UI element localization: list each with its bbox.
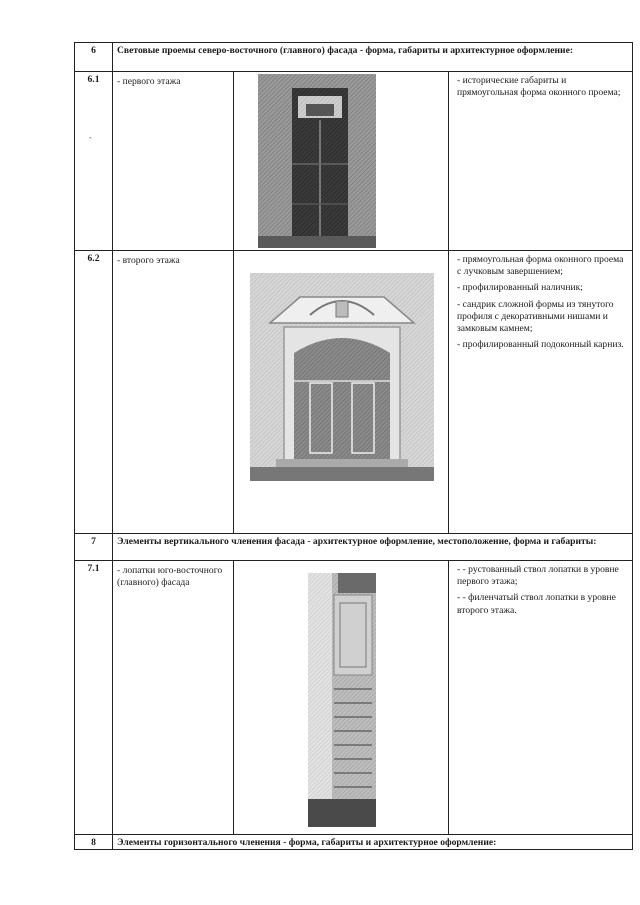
section-number: 8 xyxy=(75,835,113,850)
description-line: - - рустованный ствол лопатки в уровне первого этажа; xyxy=(457,564,619,588)
stray-mark: - xyxy=(89,133,92,142)
section-row-7 xyxy=(75,534,633,561)
element-description xyxy=(449,251,633,534)
section-row-6 xyxy=(75,43,633,72)
section-row-8 xyxy=(75,835,633,850)
section-number: 6 xyxy=(75,43,113,72)
section-title: Световые проемы северо-восточного (главного) фасада - форма, габариты и архитектурное оформление: xyxy=(113,43,633,72)
table-row-6-2 xyxy=(75,251,633,534)
second-floor-window-photo xyxy=(250,273,434,481)
description-line: - профилированный наличник; xyxy=(457,282,583,294)
row-number xyxy=(75,72,113,251)
section-title: Элементы горизонтального членения - форма, габариты и архитектурное оформление: xyxy=(113,835,633,850)
element-description xyxy=(449,72,633,251)
heritage-elements-table xyxy=(74,42,633,850)
element-name: - второго этажа xyxy=(113,251,234,534)
element-name: - лопатки юго-восточного (главного) фасада xyxy=(113,561,234,835)
section-title: Элементы вертикального членения фасада - архитектурное оформление, местоположение, форма и габариты: xyxy=(113,534,633,561)
table-row-7-1 xyxy=(75,561,633,835)
pilaster-photo xyxy=(308,573,376,827)
row-number-text: 6.1 xyxy=(87,74,100,85)
description-line: - исторические габариты и прямоугольная форма оконного проема; xyxy=(457,75,621,99)
row-number: 7.1 xyxy=(75,561,113,835)
first-floor-window-photo xyxy=(258,74,376,248)
photo-cell xyxy=(234,72,449,251)
description-line: - сандрик сложной формы из тянутого профиля с декоративными нишами и замковым камнем; xyxy=(457,298,614,335)
element-name: - первого этажа xyxy=(113,72,234,251)
photo-cell xyxy=(234,561,449,835)
description-line: - прямоугольная форма оконного проема с лучковым завершением; xyxy=(457,254,624,278)
description-line: - - филенчатый ствол лопатки в уровне второго этажа. xyxy=(457,592,616,616)
row-number: 6.2 xyxy=(75,251,113,534)
table-row-6-1 xyxy=(75,72,633,251)
description-line: - профилированный подоконный карниз. xyxy=(457,339,624,351)
element-description xyxy=(449,561,633,835)
photo-cell xyxy=(234,251,449,534)
section-number: 7 xyxy=(75,534,113,561)
